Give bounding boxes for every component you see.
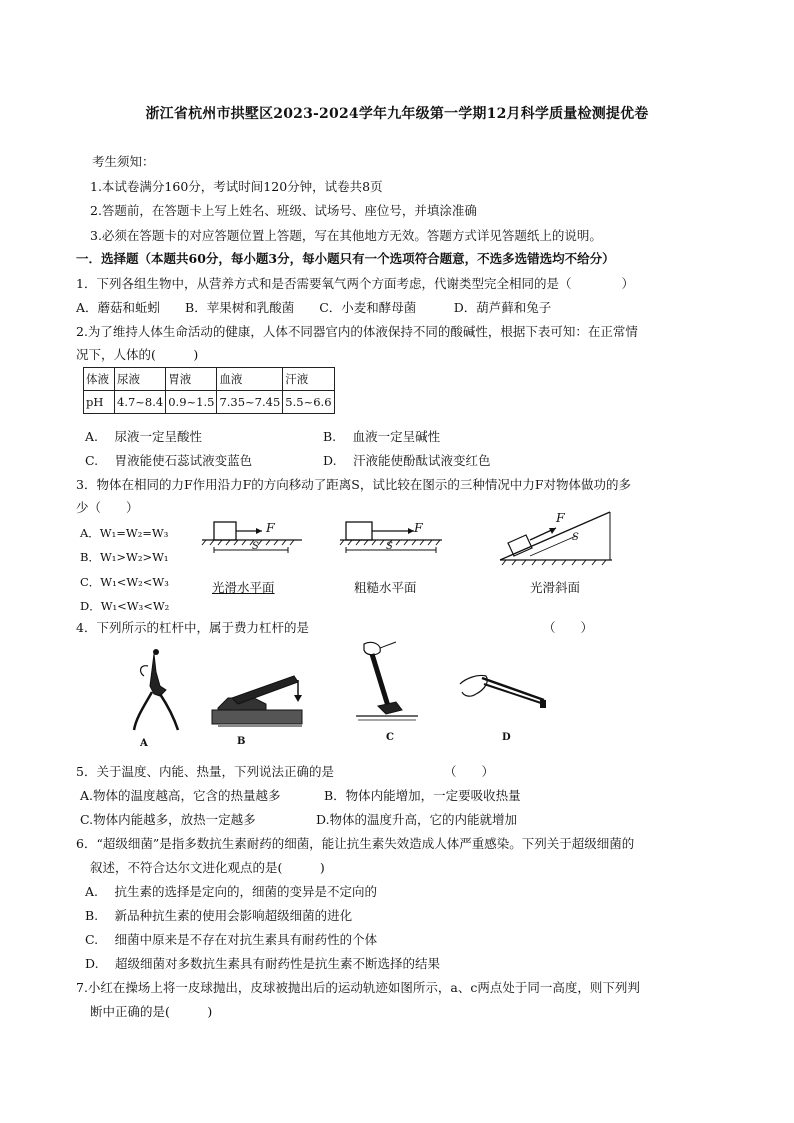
ph-table [83,367,335,414]
q3-stem-line1: 3．物体在相同的力F作用沿力F的方向移动了距离S，试比较在图示的三种情况中力F对物体做功的多 [76,477,632,492]
ph-cell: 4.7~8.4 [115,391,166,414]
q3-option-d: D．W₁<W₃<W₂ [80,599,170,613]
q4-stem: 4．下列所示的杠杆中，属于费力杠杆的是 [76,620,309,635]
q6-stem-line1: 6．“超级细菌”是指多数抗生素耐药的细菌，能让抗生素失效造成人体严重感染。下列关于超级细菌的 [76,836,635,851]
q4-figure-d-tweezers [456,664,556,724]
q3-fig2-caption: 粗糙水平面 [354,580,417,595]
q5-option-b: B．物体内能增加，一定要吸收热量 [324,788,521,803]
q3-option-c: C．W₁<W₂<W₃ [80,575,169,589]
q2-option-b: B. 血液一定呈碱性 [323,429,441,444]
ph-table-header [84,368,335,391]
q4-label-c: C [386,732,394,743]
q5-option-c: C.物体内能越多，放热一定越多 [80,812,256,827]
ph-cell: 7.35~7.45 [217,391,283,414]
ph-header-cell: 体液 [84,368,115,391]
ph-cell: pH [84,391,115,414]
q4-figure-a-pliers [126,646,186,738]
q3-fig1-distance-label: S [252,541,259,552]
q2-stem-line1: 2.为了维持人体生命活动的健康，人体不同器官内的体液保持不同的酸碱性，根据下表可知：在正常情 [76,324,638,339]
q6-option-b: B. 新品种抗生素的使用会影响超级细菌的进化 [85,908,353,923]
q5-answer-blank: （ ） [444,764,495,779]
q4-label-d: D [502,732,511,743]
q4-label-a: A [140,738,148,749]
q6-option-d: D. 超级细菌对多数抗生素具有耐药性是抗生素不断选择的结果 [85,956,441,971]
notice-item-1: 1.本试卷满分160分，考试时间120分钟，试卷共8页 [90,179,383,194]
q2-option-d: D. 汗液能使酚酞试液变红色 [323,453,491,468]
notice-item-2: 2.答题前，在答题卡上写上姓名、班级、试场号、座位号，并填涂准确 [90,203,477,218]
q1-stem: 1．下列各组生物中，从营养方式和是否需要氧气两个方面考虑，代谢类型完全相同的是（ ） [76,276,634,291]
notice-item-3: 3.必须在答题卡的对应答题位置上答题，写在其他地方无效。答题方式详见答题纸上的说明。 [90,228,602,243]
q5-option-d: D.物体的温度升高，它的内能就增加 [316,812,518,827]
q3-fig1-force-label: F [266,520,275,535]
q2-stem-line2: 况下，人体的( ) [76,347,199,362]
q3-fig2-force-label: F [414,520,423,535]
q3-fig3-force-label: F [556,510,565,525]
q3-fig1-caption: 光滑水平面 [212,580,275,595]
ph-header-cell: 汗液 [283,368,334,391]
q5-option-a: A.物体的温度越高，它含的热量越多 [80,788,281,803]
q7-stem-line2: 断中正确的是( ) [90,1004,213,1019]
ph-header-cell: 尿液 [115,368,166,391]
ph-table-row [84,391,335,414]
exam-title: 浙江省杭州市拱墅区2023-2024学年九年级第一学期12月科学质量检测提优卷 [145,106,649,122]
ph-cell: 0.9~1.5 [166,391,217,414]
q2-option-c: C. 胃液能使石蕊试液变蓝色 [85,453,253,468]
section-1-heading: 一．选择题（本题共60分，每小题3分，每小题只有一个选项符合题意，不选多选错选均不给分） [76,251,615,266]
q3-fig2-distance-label: S [386,541,393,552]
q4-figure-b-cutter [208,668,308,732]
ph-header-cell: 胃液 [166,368,217,391]
q5-stem: 5．关于温度、内能、热量，下列说法正确的是 [76,764,334,779]
q6-option-c: C. 细菌中原来是不存在对抗生素具有耐药性的个体 [85,932,378,947]
q3-stem-line2: 少（ ） [76,500,139,515]
ph-cell: 5.5~6.6 [283,391,334,414]
q6-stem-line2: 叙述，不符合达尔文进化观点的是( ) [90,860,325,875]
q1-options: A．蘑菇和蚯蚓 B．苹果树和乳酸菌 C．小麦和酵母菌 D．葫芦藓和兔子 [76,300,552,315]
q3-option-a: A．W₁=W₂=W₃ [80,526,169,540]
notice-heading: 考生须知： [92,154,155,169]
q3-fig3-distance-label: S [572,532,579,543]
q3-fig3-caption: 光滑斜面 [530,580,581,595]
q4-answer-blank: （ ） [543,620,594,635]
q6-option-a: A. 抗生素的选择是定向的，细菌的变异是不定向的 [85,884,377,899]
q3-option-b: B．W₁>W₂>W₁ [80,550,169,564]
q2-option-a: A. 尿液一定呈酸性 [85,429,202,444]
q4-label-b: B [237,736,246,747]
q7-stem-line1: 7.小红在操场上将一皮球抛出，皮球被抛出后的运动轨迹如图所示，a、c两点处于同一高度，则下列判 [76,980,640,995]
ph-header-cell: 血液 [217,368,283,391]
q4-figure-c-hammer [352,640,422,732]
